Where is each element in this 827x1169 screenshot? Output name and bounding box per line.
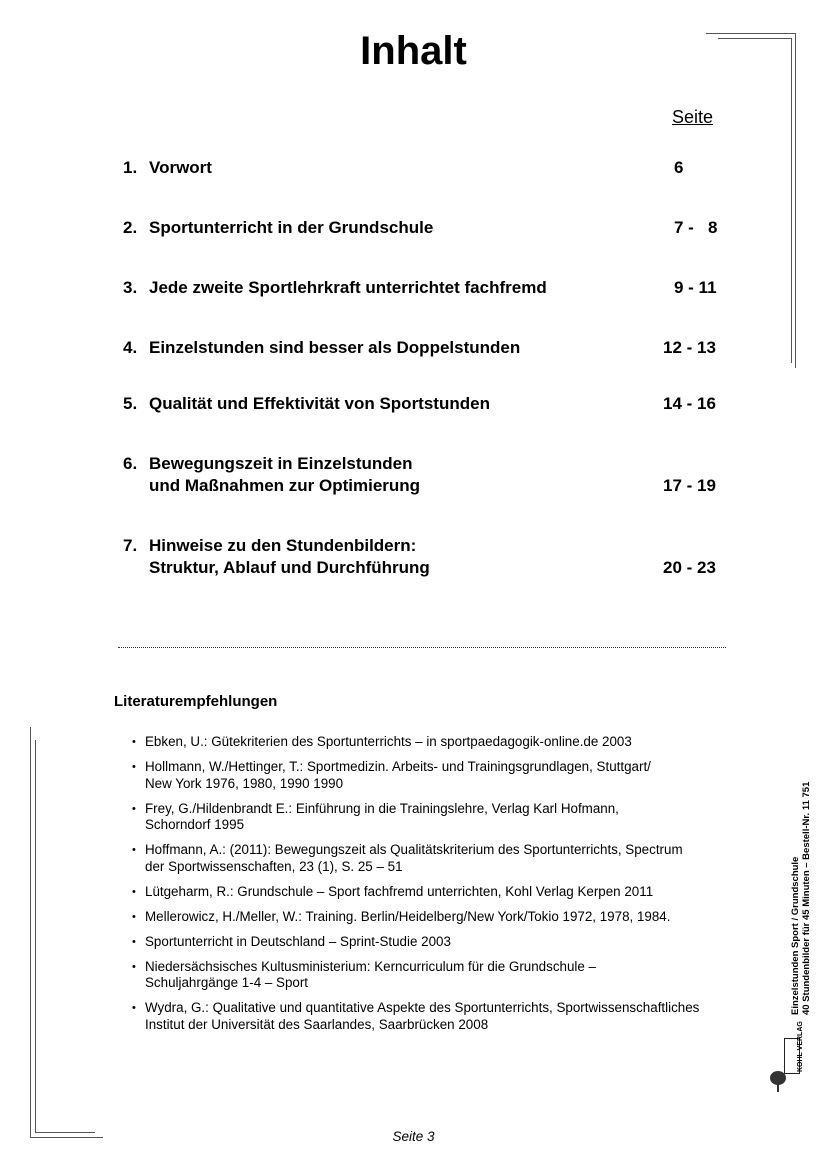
page-title: Inhalt (360, 29, 467, 73)
literature-heading: Literaturempfehlungen (114, 693, 278, 710)
toc-title-continued: und Maßnahmen zur Optimierung (149, 476, 421, 495)
toc-title: Qualität und Effektivität von Sportstunden (149, 394, 490, 413)
toc-pages: 20 - 23 (663, 558, 716, 577)
frame-line (791, 38, 792, 363)
toc-number: 4. (123, 338, 138, 357)
literature-line: Schorndorf 1995 (145, 817, 245, 832)
toc-title: Vorwort (149, 158, 212, 177)
toc-number: 2. (123, 218, 138, 237)
literature-line: • Hoffmann, A.: (2011): Bewegungszeit als Qualitätskriterium des Sportunterrichts, Spectrum (145, 842, 683, 857)
frame-line (706, 33, 796, 34)
seite-column-header: Seite (672, 107, 714, 127)
toc-number: 1. (123, 158, 138, 177)
literature-item (130, 934, 730, 951)
literature-item (130, 1000, 730, 1033)
literature-line: Schuljahrgänge 1-4 – Sport (145, 975, 309, 990)
toc-number: 5. (123, 394, 138, 413)
toc-pages: 6 (674, 158, 684, 177)
tree-logo-icon (768, 1066, 790, 1094)
toc-pages: 12 - 13 (663, 338, 716, 357)
literature-item (130, 842, 730, 875)
toc-title-continued: Struktur, Ablauf und Durchführung (149, 558, 430, 577)
literature-line: • Niedersächsisches Kultusministerium: Kerncurriculum für die Grundschule – (145, 958, 596, 974)
literature-line: • Hollmann, W./Hettinger, T.: Sportmedizin. Arbeits- und Trainingsgrundlagen, Stuttgart/ (145, 759, 651, 774)
toc-title: Jede zweite Sportlehrkraft unterrichtet fachfremd (149, 278, 547, 297)
toc-title: Einzelstunden sind besser als Doppelstunden (149, 338, 521, 357)
toc-number: 7. (123, 536, 138, 555)
frame-line (718, 38, 792, 39)
toc-title: Hinweise zu den Stundenbildern: (149, 536, 417, 555)
frame-line (35, 740, 36, 1133)
toc-pages: 17 - 19 (663, 476, 716, 495)
side-line: 40 Stundenbilder für 45 Minuten – Bestell-Nr. 11 751 (801, 781, 812, 1015)
dotted-divider (118, 647, 726, 648)
toc-pages: 14 - 16 (663, 394, 716, 413)
literature-item (130, 734, 730, 751)
literature-line: • Sportunterricht in Deutschland – Sprint-Studie 2003 (145, 933, 451, 949)
literature-item (130, 801, 730, 834)
literature-line: • Ebken, U.: Gütekriterien des Sportunterrichts – in sportpaedagogik-online.de 2003 (145, 734, 632, 749)
literature-line: • Frey, G./Hildenbrandt E.: Einführung in die Trainingslehre, Verlag Karl Hofmann, (145, 800, 619, 816)
side-publication-info (790, 782, 812, 1015)
frame-line (30, 727, 31, 1138)
literature-item (130, 884, 730, 901)
toc-number: 3. (123, 278, 138, 297)
literature-line: der Sportwissenschaften, 23 (1), S. 25 – 51 (145, 858, 403, 874)
literature-line: • Wydra, G.: Qualitative und quantitative Aspekte des Sportunterrichts, Sportwissenschaftliches (145, 1000, 700, 1015)
literature-line: Institut der Universität des Saarlandes, Saarbrücken 2008 (145, 1016, 489, 1032)
literature-line: • Lütgeharm, R.: Grundschule – Sport fachfremd unterrichten, Kohl Verlag Kerpen 2011 (145, 883, 654, 899)
side-line: Einzelstunden Sport / Grundschule (790, 856, 801, 1015)
literature-item (130, 759, 730, 792)
literature-item (130, 959, 730, 992)
toc-pages: 7 - 8 (674, 218, 718, 237)
literature-item (130, 909, 730, 926)
frame-line (795, 33, 796, 368)
toc-pages: 9 - 11 (674, 278, 717, 297)
publisher-logo-text: KOHL VERLAG (797, 1021, 804, 1072)
toc-number: 6. (123, 454, 138, 473)
literature-list (130, 734, 730, 1042)
toc-title: Sportunterricht in der Grundschule (149, 218, 434, 237)
literature-line: • Mellerowicz, H./Meller, W.: Training. Berlin/Heidelberg/New York/Tokio 1972, 1978, 1984. (145, 908, 671, 924)
toc-title: Bewegungszeit in Einzelstunden (149, 454, 413, 473)
page-number: Seite 3 (392, 1129, 435, 1144)
literature-line: New York 1976, 1980, 1990 1990 (145, 775, 344, 791)
